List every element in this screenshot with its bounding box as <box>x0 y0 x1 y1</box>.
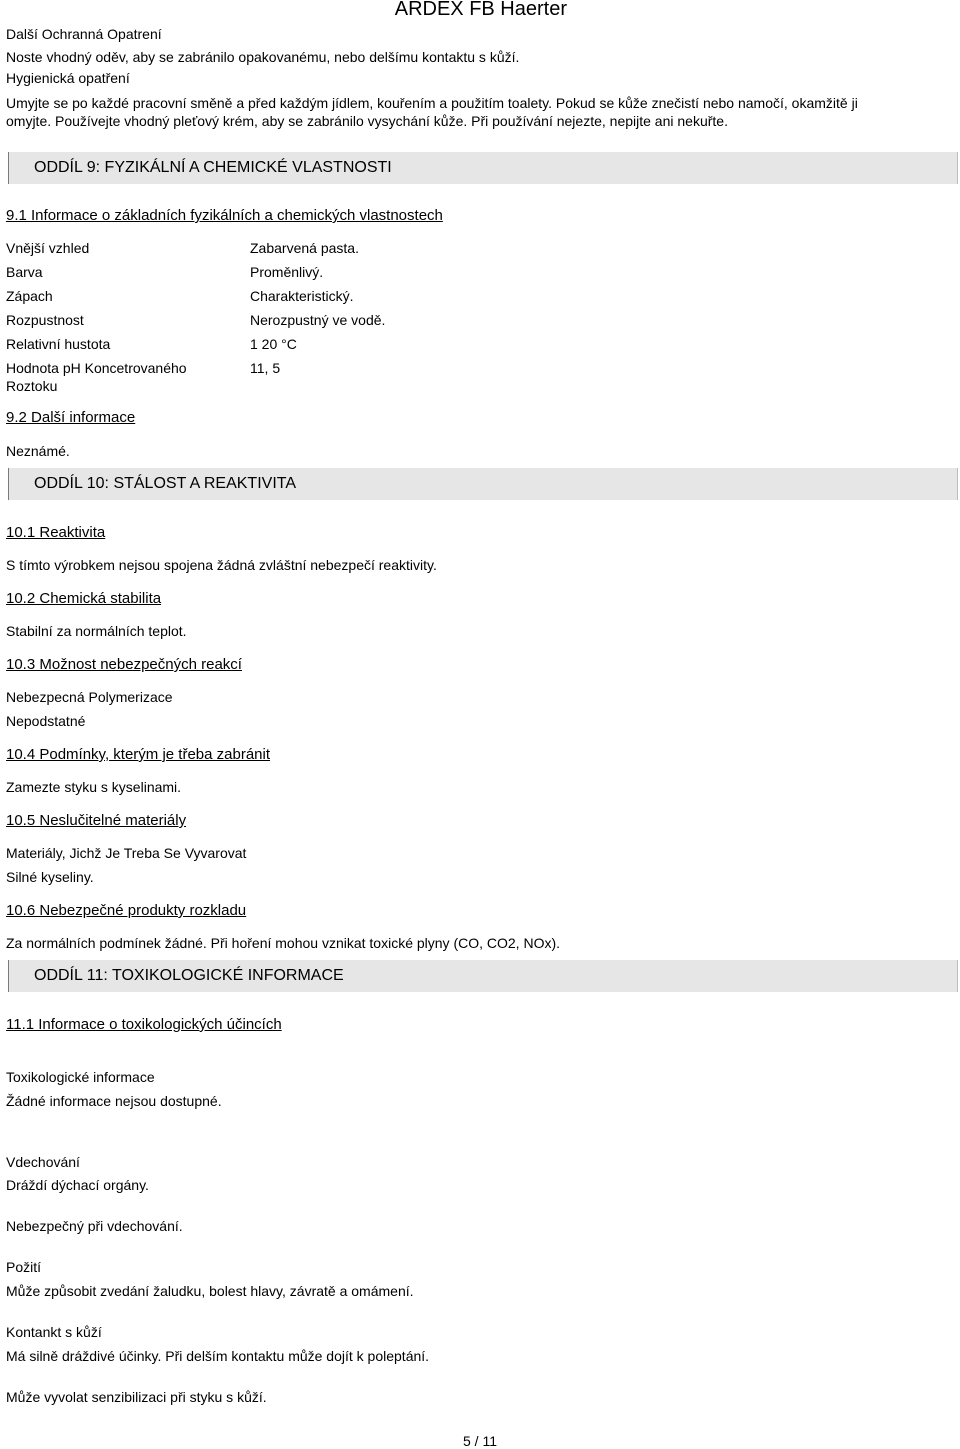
skin-contact-text: Má silně dráždivé účinky. Při delším kontaktu může dojít k poleptání. <box>6 1348 430 1364</box>
inhalation-label: Vdechování <box>6 1154 80 1170</box>
property-label: Barva <box>6 264 43 280</box>
subsection-10-1-text: S tímto výrobkem nejsou spojena žádná zvláštní nebezpečí reaktivity. <box>6 557 437 573</box>
skin-contact-text-2: Může vyvolat senzibilizaci při styku s kůží. <box>6 1389 267 1405</box>
ppe-heading: Další Ochranná Opatrení <box>6 26 162 42</box>
subsection-10-4-text: Zamezte styku s kyselinami. <box>6 779 182 795</box>
subsection-9-1: 9.1 Informace o základních fyzikálních a chemických vlastnostech <box>6 207 443 224</box>
section-11-title: ODDÍL 11: TOXIKOLOGICKÉ INFORMACE <box>34 967 344 984</box>
section-9-title: ODDÍL 9: FYZIKÁLNÍ A CHEMICKÉ VLASTNOSTI <box>34 159 392 176</box>
property-label: Rozpustnost <box>6 312 84 328</box>
subsection-10-6-text: Za normálních podmínek žádné. Při hoření mohou vznikat toxické plyny (CO, CO2, NOx). <box>6 935 561 951</box>
subsection-10-2-text: Stabilní za normálních teplot. <box>6 623 187 639</box>
subsection-10-3: 10.3 Možnost nebezpečných reakcí <box>6 656 242 673</box>
property-value: Proměnlivý. <box>250 264 324 280</box>
subsection-10-5-label: Materiály, Jichž Je Treba Se Vyvarovat <box>6 845 247 861</box>
tox-label: Toxikologické informace <box>6 1069 155 1085</box>
hygiene-text-line2: omyjte. Používejte vhodný pleťový krém, aby se zabránilo vysychání kůže. Při používání nejezte, nepijte ani nekuřte. <box>6 113 728 129</box>
inhalation-text-2: Nebezpečný při vdechování. <box>6 1218 183 1234</box>
tox-text: Žádné informace nejsou dostupné. <box>6 1093 222 1109</box>
subsection-10-1: 10.1 Reaktivita <box>6 524 106 541</box>
property-label: Vnější vzhled <box>6 240 90 256</box>
subsection-9-2-text: Neznámé. <box>6 443 70 459</box>
property-value: Charakteristický. <box>250 288 354 304</box>
property-value: 1 20 °C <box>250 336 297 352</box>
inhalation-text: Dráždí dýchací orgány. <box>6 1177 149 1193</box>
subsection-10-3-text: Nepodstatné <box>6 713 86 729</box>
subsection-10-6: 10.6 Nebezpečné produkty rozkladu <box>6 902 247 919</box>
property-value: Zabarvená pasta. <box>250 240 359 256</box>
property-value: 11, 5 <box>250 360 281 376</box>
subsection-10-4: 10.4 Podmínky, kterým je třeba zabránit <box>6 746 271 763</box>
ingestion-text: Může způsobit zvedání žaludku, bolest hlavy, závratě a omámení. <box>6 1283 414 1299</box>
property-label: Zápach <box>6 288 53 304</box>
hygiene-text-line1: Umyjte se po každé pracovní směně a před každým jídlem, kouřením a použitím toalety. Pokud se kůže znečistí nebo namočí, okamžitě ji <box>6 95 858 111</box>
section-9-header <box>8 152 958 184</box>
property-value: Nerozpustný ve vodě. <box>250 312 386 328</box>
subsection-10-3-label: Nebezpecná Polymerizace <box>6 689 173 705</box>
page-number: 5 / 11 <box>463 1433 497 1449</box>
subsection-9-2: 9.2 Další informace <box>6 409 136 426</box>
ingestion-label: Požití <box>6 1259 42 1275</box>
subsection-10-2: 10.2 Chemická stabilita <box>6 590 162 607</box>
section-10-title: ODDÍL 10: STÁLOST A REAKTIVITA <box>34 475 297 492</box>
subsection-10-5: 10.5 Neslučitelné materiály <box>6 812 187 829</box>
property-label-cont: Roztoku <box>6 378 58 394</box>
hygiene-heading: Hygienická opatření <box>6 70 130 86</box>
ppe-text: Noste vhodný oděv, aby se zabránilo opakovanému, nebo delšímu kontaktu s kůží. <box>6 49 520 65</box>
subsection-10-5-text: Silné kyseliny. <box>6 869 94 885</box>
skin-contact-label: Kontankt s kůží <box>6 1324 102 1340</box>
property-label: Hodnota pH Koncetrovaného <box>6 360 187 376</box>
document-title: ARDEX FB Haerter <box>394 0 567 20</box>
section-11-header <box>8 960 958 992</box>
property-label: Relativní hustota <box>6 336 111 352</box>
subsection-11-1: 11.1 Informace o toxikologických účincích <box>6 1016 282 1033</box>
section-10-header <box>8 468 958 500</box>
